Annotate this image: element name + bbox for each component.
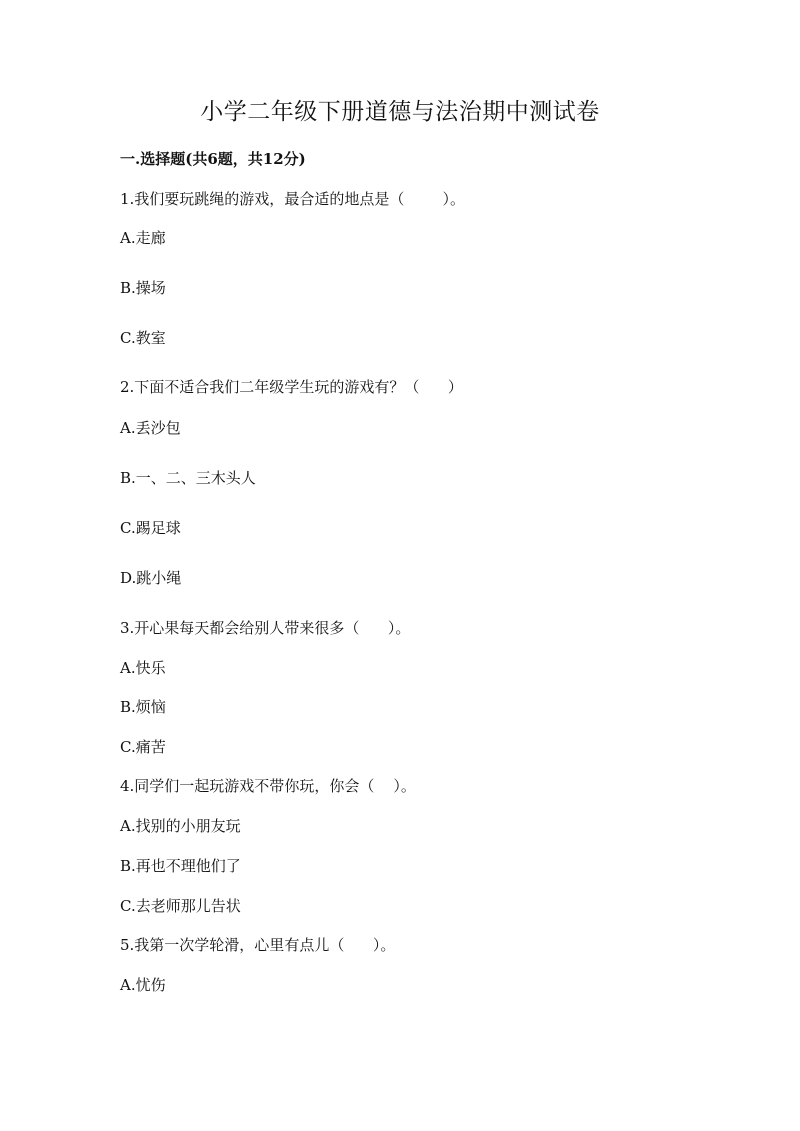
question-1-option-c: C.教室 bbox=[120, 329, 166, 347]
question-2-option-c: C.踢足球 bbox=[120, 519, 181, 537]
question-2-stem: 2.下面不适合我们二年级学生玩的游戏有？（ ） bbox=[120, 378, 463, 396]
question-4-option-a: A.找别的小朋友玩 bbox=[120, 817, 241, 835]
question-5-option-a: A.忧伤 bbox=[120, 976, 166, 994]
question-2-option-a: A.丢沙包 bbox=[120, 419, 181, 437]
question-1-option-b: B.操场 bbox=[120, 279, 166, 297]
question-1-stem: 1.我们要玩跳绳的游戏，最合适的地点是（ ）。 bbox=[120, 190, 465, 208]
question-4-option-b: B.再也不理他们了 bbox=[120, 857, 241, 875]
question-3-option-a: A.快乐 bbox=[120, 659, 166, 677]
question-4-stem: 4.同学们一起玩游戏不带你玩，你会（ ）。 bbox=[120, 777, 416, 795]
question-3-option-b: B.烦恼 bbox=[120, 698, 166, 716]
question-5-stem: 5.我第一次学轮滑，心里有点儿（ ）。 bbox=[120, 936, 396, 954]
section-heading: 一.选择题(共6题，共12分) bbox=[120, 150, 306, 168]
question-4-option-c: C.去老师那儿告状 bbox=[120, 897, 241, 915]
page-title: 小学二年级下册道德与法治期中测试卷 bbox=[200, 99, 600, 125]
question-3-stem: 3.开心果每天都会给别人带来很多（ ）。 bbox=[120, 619, 411, 637]
question-3-option-c: C.痛苦 bbox=[120, 738, 166, 756]
question-2-option-d: D.跳小绳 bbox=[120, 569, 182, 587]
question-1-option-a: A.走廊 bbox=[120, 229, 166, 247]
question-2-option-b: B.一、二、三木头人 bbox=[120, 469, 256, 487]
